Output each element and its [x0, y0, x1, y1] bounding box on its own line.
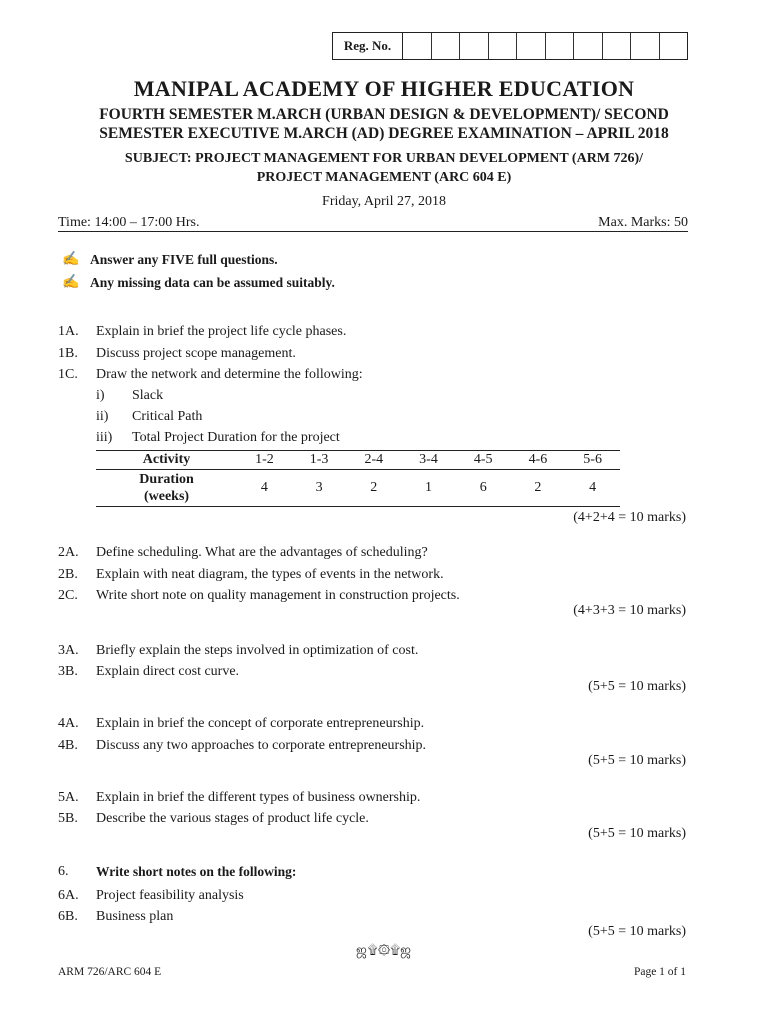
question-text: Describe the various stages of product life cycle.: [96, 811, 369, 826]
question-text: Discuss project scope management.: [96, 346, 296, 361]
reg-cell: [432, 33, 461, 59]
reg-cell: [460, 33, 489, 59]
question-text: Discuss any two approaches to corporate entrepreneurship.: [96, 738, 427, 753]
duration-cell: 2: [511, 470, 566, 507]
duration-cell: 6: [456, 470, 511, 507]
exam-line-2: SEMESTER EXECUTIVE M.ARCH (AD) DEGREE EXAMINATION – APRIL 2018: [99, 125, 669, 142]
question-number: 3B.: [58, 664, 78, 679]
question-6a: [58, 888, 244, 904]
question-4b: [58, 738, 426, 754]
table-row: [96, 451, 620, 470]
question-text: Business plan: [96, 909, 174, 924]
reg-cell: [603, 33, 632, 59]
question-3b: [58, 664, 239, 680]
pen-icon: ✍: [62, 275, 80, 290]
marks-q3: (5+5 = 10 marks): [588, 679, 686, 694]
activity-cell: 3-4: [401, 451, 456, 470]
question-number: 1C.: [58, 367, 78, 382]
question-text: Define scheduling. What are the advantages of scheduling?: [96, 545, 428, 560]
sub-question: [96, 388, 163, 404]
question-text: Explain in brief the concept of corporate entrepreneurship.: [96, 716, 425, 731]
exam-time: Time: 14:00 – 17:00 Hrs.: [58, 215, 200, 230]
activity-label: Activity: [96, 451, 237, 470]
instruction-text: Answer any FIVE full questions.: [90, 251, 278, 267]
instruction-item: [62, 274, 335, 291]
duration-cell: 4: [565, 470, 620, 507]
question-text: Briefly explain the steps involved in optimization of cost.: [96, 643, 419, 658]
exam-line-1: FOURTH SEMESTER M.ARCH (URBAN DESIGN & DEVELOPMENT)/ SECOND: [99, 106, 669, 123]
sub-question: [96, 409, 202, 425]
question-number: 2A.: [58, 545, 79, 560]
institution-title: MANIPAL ACADEMY OF HIGHER EDUCATION: [133, 76, 635, 101]
question-6b: [58, 909, 173, 925]
question-text: Explain in brief the project life cycle phases.: [96, 324, 347, 339]
course-code-footer: ARM 726/ARC 604 E: [58, 966, 162, 978]
reg-no-cells: [403, 33, 687, 59]
question-1a: [58, 324, 346, 340]
marks-q2: (4+3+3 = 10 marks): [573, 603, 686, 618]
reg-cell: [574, 33, 603, 59]
reg-no-label: Reg. No.: [333, 33, 403, 59]
activity-cell: 1-3: [292, 451, 347, 470]
question-2b: [58, 567, 444, 583]
subject-line-1: SUBJECT: PROJECT MANAGEMENT FOR URBAN DEVELOPMENT (ARM 726)/: [124, 151, 644, 166]
question-text: Explain in brief the different types of business ownership.: [96, 790, 421, 805]
question-number: 6B.: [58, 909, 78, 924]
question-number: 2B.: [58, 567, 78, 582]
question-1c: [58, 367, 363, 383]
duration-cell: 4: [237, 470, 292, 507]
duration-cell: 1: [401, 470, 456, 507]
question-number: 1B.: [58, 346, 78, 361]
duration-label-line: Duration: [139, 472, 194, 487]
sub-question-number: i): [96, 388, 105, 403]
question-5b: [58, 811, 369, 827]
reg-cell: [517, 33, 546, 59]
activity-cell: 4-6: [511, 451, 566, 470]
reg-cell: [546, 33, 575, 59]
ornament-divider: ஜ۩۞۩ஜ: [355, 942, 413, 957]
duration-cell: 3: [292, 470, 347, 507]
instruction-text: Any missing data can be assumed suitably.: [90, 274, 335, 290]
question-text: Explain with neat diagram, the types of events in the network.: [96, 567, 444, 582]
question-text: Explain direct cost curve.: [96, 664, 240, 679]
activity-cell: 5-6: [565, 451, 620, 470]
question-number: 6A.: [58, 888, 79, 903]
duration-cell: 2: [346, 470, 401, 507]
question-2a: [58, 545, 428, 561]
marks-q1: (4+2+4 = 10 marks): [573, 510, 686, 525]
table-row: [96, 470, 620, 507]
reg-cell: [403, 33, 432, 59]
sub-question-text: Slack: [132, 388, 164, 403]
marks-q4: (5+5 = 10 marks): [588, 753, 686, 768]
question-number: 6.: [58, 864, 69, 879]
instruction-item: [62, 251, 278, 268]
question-number: 5A.: [58, 790, 79, 805]
question-1b: [58, 346, 296, 362]
question-number: 4B.: [58, 738, 78, 753]
duration-label-line: (weeks): [143, 489, 190, 504]
sub-question-number: ii): [96, 409, 109, 424]
activity-duration-table: [96, 450, 620, 507]
activity-cell: 2-4: [346, 451, 401, 470]
sub-question-text: Total Project Duration for the project: [132, 430, 340, 445]
question-text: Write short notes on the following:: [96, 864, 297, 879]
question-6: [58, 864, 296, 880]
sub-question: [96, 430, 340, 446]
question-number: 3A.: [58, 643, 79, 658]
question-text: Project feasibility analysis: [96, 888, 244, 903]
activity-cell: 1-2: [237, 451, 292, 470]
activity-cell: 4-5: [456, 451, 511, 470]
sub-question-number: iii): [96, 430, 113, 445]
reg-cell: [489, 33, 518, 59]
exam-date: Friday, April 27, 2018: [322, 194, 446, 209]
marks-q5: (5+5 = 10 marks): [588, 826, 686, 841]
reg-cell: [660, 33, 688, 59]
question-number: 4A.: [58, 716, 79, 731]
question-4a: [58, 716, 424, 732]
marks-q6: (5+5 = 10 marks): [588, 924, 686, 939]
question-number: 2C.: [58, 588, 78, 603]
time-marks-row: [58, 211, 688, 232]
reg-cell: [631, 33, 660, 59]
duration-label: [96, 470, 237, 507]
sub-question-text: Critical Path: [132, 409, 203, 424]
question-number: 5B.: [58, 811, 78, 826]
max-marks: Max. Marks: 50: [598, 215, 688, 230]
question-number: 1A.: [58, 324, 79, 339]
reg-no-box: [332, 32, 688, 60]
question-text: Draw the network and determine the following:: [96, 367, 363, 382]
question-text: Write short note on quality management in construction projects.: [96, 588, 460, 603]
question-5a: [58, 790, 420, 806]
question-2c: [58, 588, 460, 604]
pen-icon: ✍: [62, 252, 80, 267]
question-3a: [58, 643, 418, 659]
page-number: Page 1 of 1: [633, 966, 686, 978]
subject-line-2: PROJECT MANAGEMENT (ARC 604 E): [256, 170, 512, 185]
